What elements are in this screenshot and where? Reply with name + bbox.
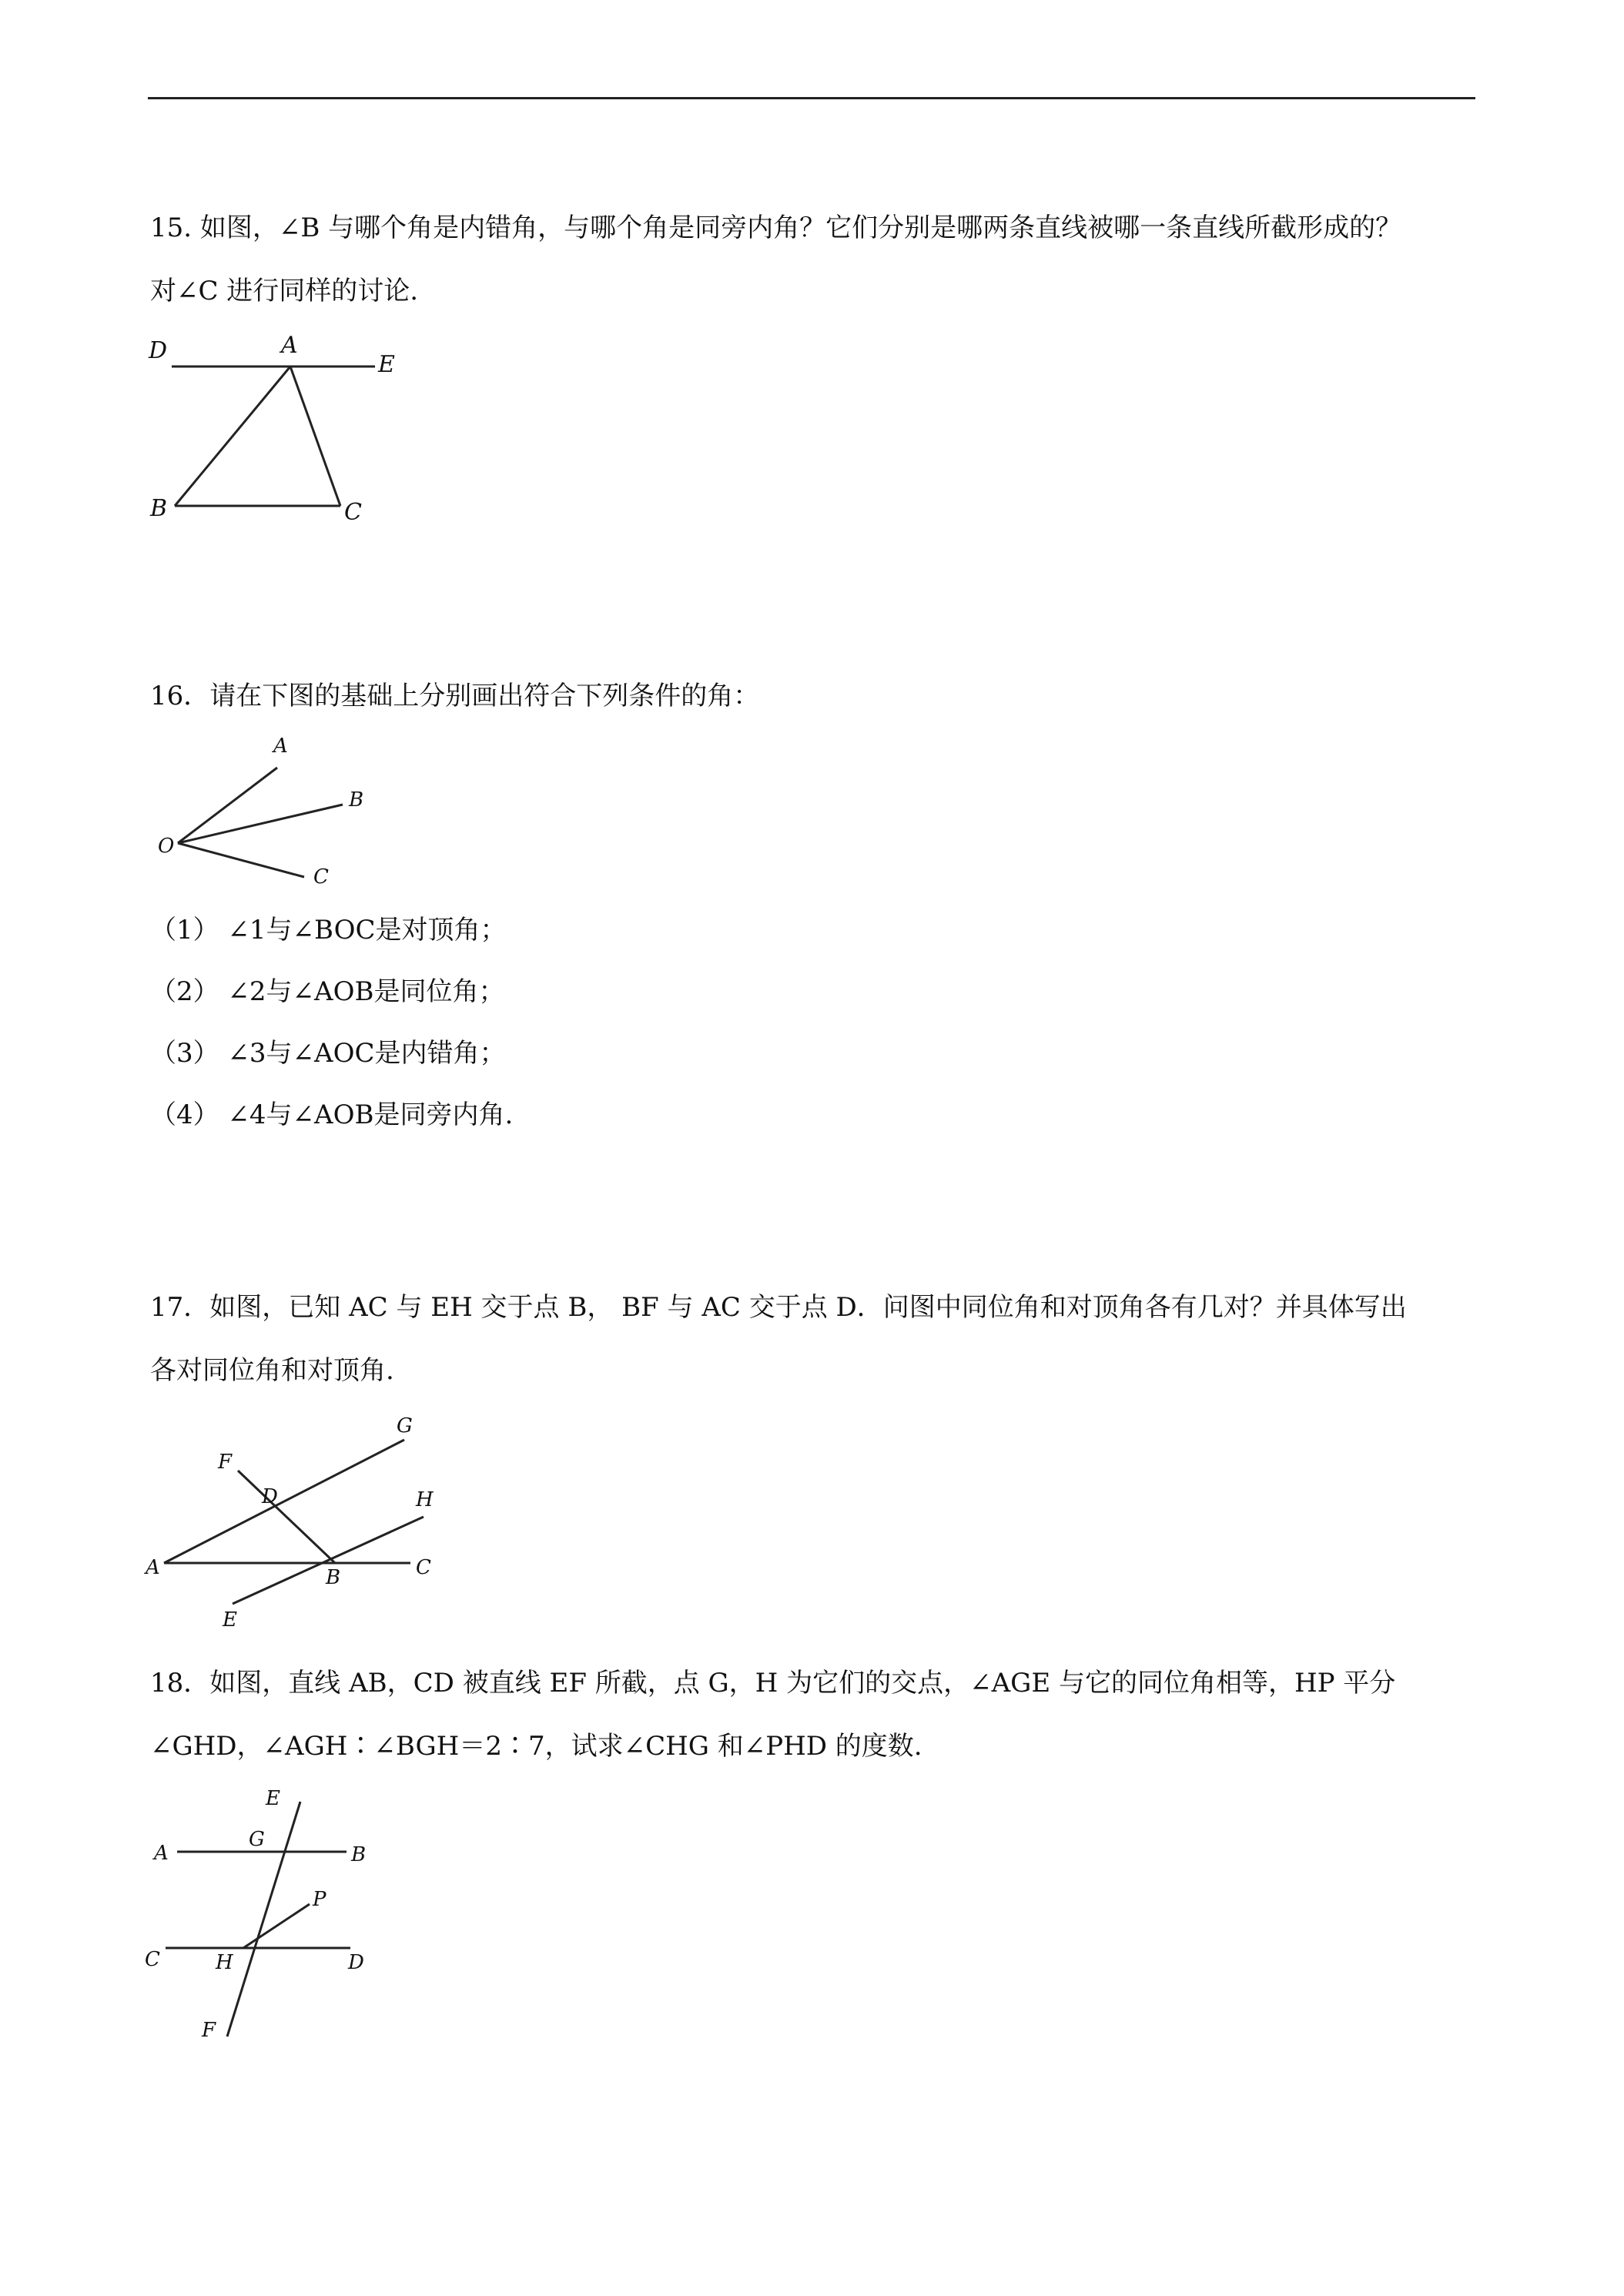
q17-label-b: B <box>326 1566 341 1589</box>
q17-label-h: H <box>416 1488 434 1511</box>
q16-label-c: C <box>313 865 329 889</box>
q15-label-c: C <box>344 499 362 526</box>
q18-label-p: P <box>313 1888 326 1911</box>
q18-label-d: D <box>348 1951 364 1974</box>
q17-label-f: F <box>218 1451 233 1474</box>
q15-segment-ac <box>290 366 340 506</box>
q16-label-b: B <box>349 788 364 812</box>
q17-text-line-2: 各对同位角和对顶角. <box>150 1355 394 1386</box>
q18-label-b: B <box>351 1843 367 1866</box>
q17-label-c: C <box>416 1556 431 1579</box>
header-rule <box>148 97 1475 99</box>
q17-label-a: A <box>146 1556 160 1579</box>
q17-label-g: G <box>397 1414 413 1438</box>
q17-label-d: D <box>262 1485 278 1508</box>
q18-figure <box>139 1779 393 2056</box>
q15-text-line-2: 对∠C 进行同样的讨论. <box>150 276 419 306</box>
q17-text-line-1: 17．如图，已知 AC 与 EH 交于点 B， BF 与 AC 交于点 D．问图中同位角和对顶角各有几对？并具体写出 <box>150 1292 1407 1323</box>
q16-item-4: （4） ∠4与∠AOB是同旁内角. <box>150 1099 514 1130</box>
q17-figure <box>142 1409 481 1640</box>
q17-line-ag <box>164 1440 404 1563</box>
q15-segment-ab <box>175 366 290 506</box>
q16-item-3: （3） ∠3与∠AOC是内错角； <box>150 1038 506 1069</box>
q15-triangle-figure <box>142 327 412 535</box>
q16-label-o: O <box>158 835 175 858</box>
q17-line-eh <box>233 1517 424 1604</box>
q18-label-a: A <box>154 1842 169 1865</box>
q18-label-c: C <box>145 1948 160 1971</box>
q18-label-h: H <box>216 1951 233 1974</box>
q16-item-2: （2） ∠2与∠AOB是同位角； <box>150 976 505 1007</box>
q17-label-e: E <box>223 1608 237 1632</box>
q18-label-f: F <box>202 2019 216 2042</box>
q16-ray-oc <box>178 843 304 877</box>
q18-text-line-1: 18．如图，直线 AB，CD 被直线 EF 所截，点 G，H 为它们的交点，∠AGE 与它的同位角相等，HP 平分 <box>150 1668 1396 1699</box>
q15-label-a: A <box>281 332 298 359</box>
q18-text-line-2: ∠GHD，∠AGH∶∠BGH＝2∶7，试求∠CHG 和∠PHD 的度数. <box>150 1731 922 1762</box>
q15-label-e: E <box>378 351 395 378</box>
q16-item-1: （1） ∠1与∠BOC是对顶角； <box>150 915 507 946</box>
q15-text-line-1: 15. 如图，∠B 与哪个角是内错角，与哪个角是同旁内角？它们分别是哪两条直线被哪一条直线所截形成的？ <box>150 213 1402 243</box>
q16-rays-figure <box>150 728 381 905</box>
q16-text-line-1: 16．请在下图的基础上分别画出符合下列条件的角： <box>150 681 760 711</box>
q15-label-d: D <box>149 337 168 364</box>
q16-label-a: A <box>273 735 288 758</box>
q18-label-e: E <box>266 1787 280 1810</box>
q18-label-g: G <box>249 1828 265 1851</box>
q18-ray-hp <box>243 1904 310 1948</box>
q15-label-b: B <box>150 495 168 522</box>
